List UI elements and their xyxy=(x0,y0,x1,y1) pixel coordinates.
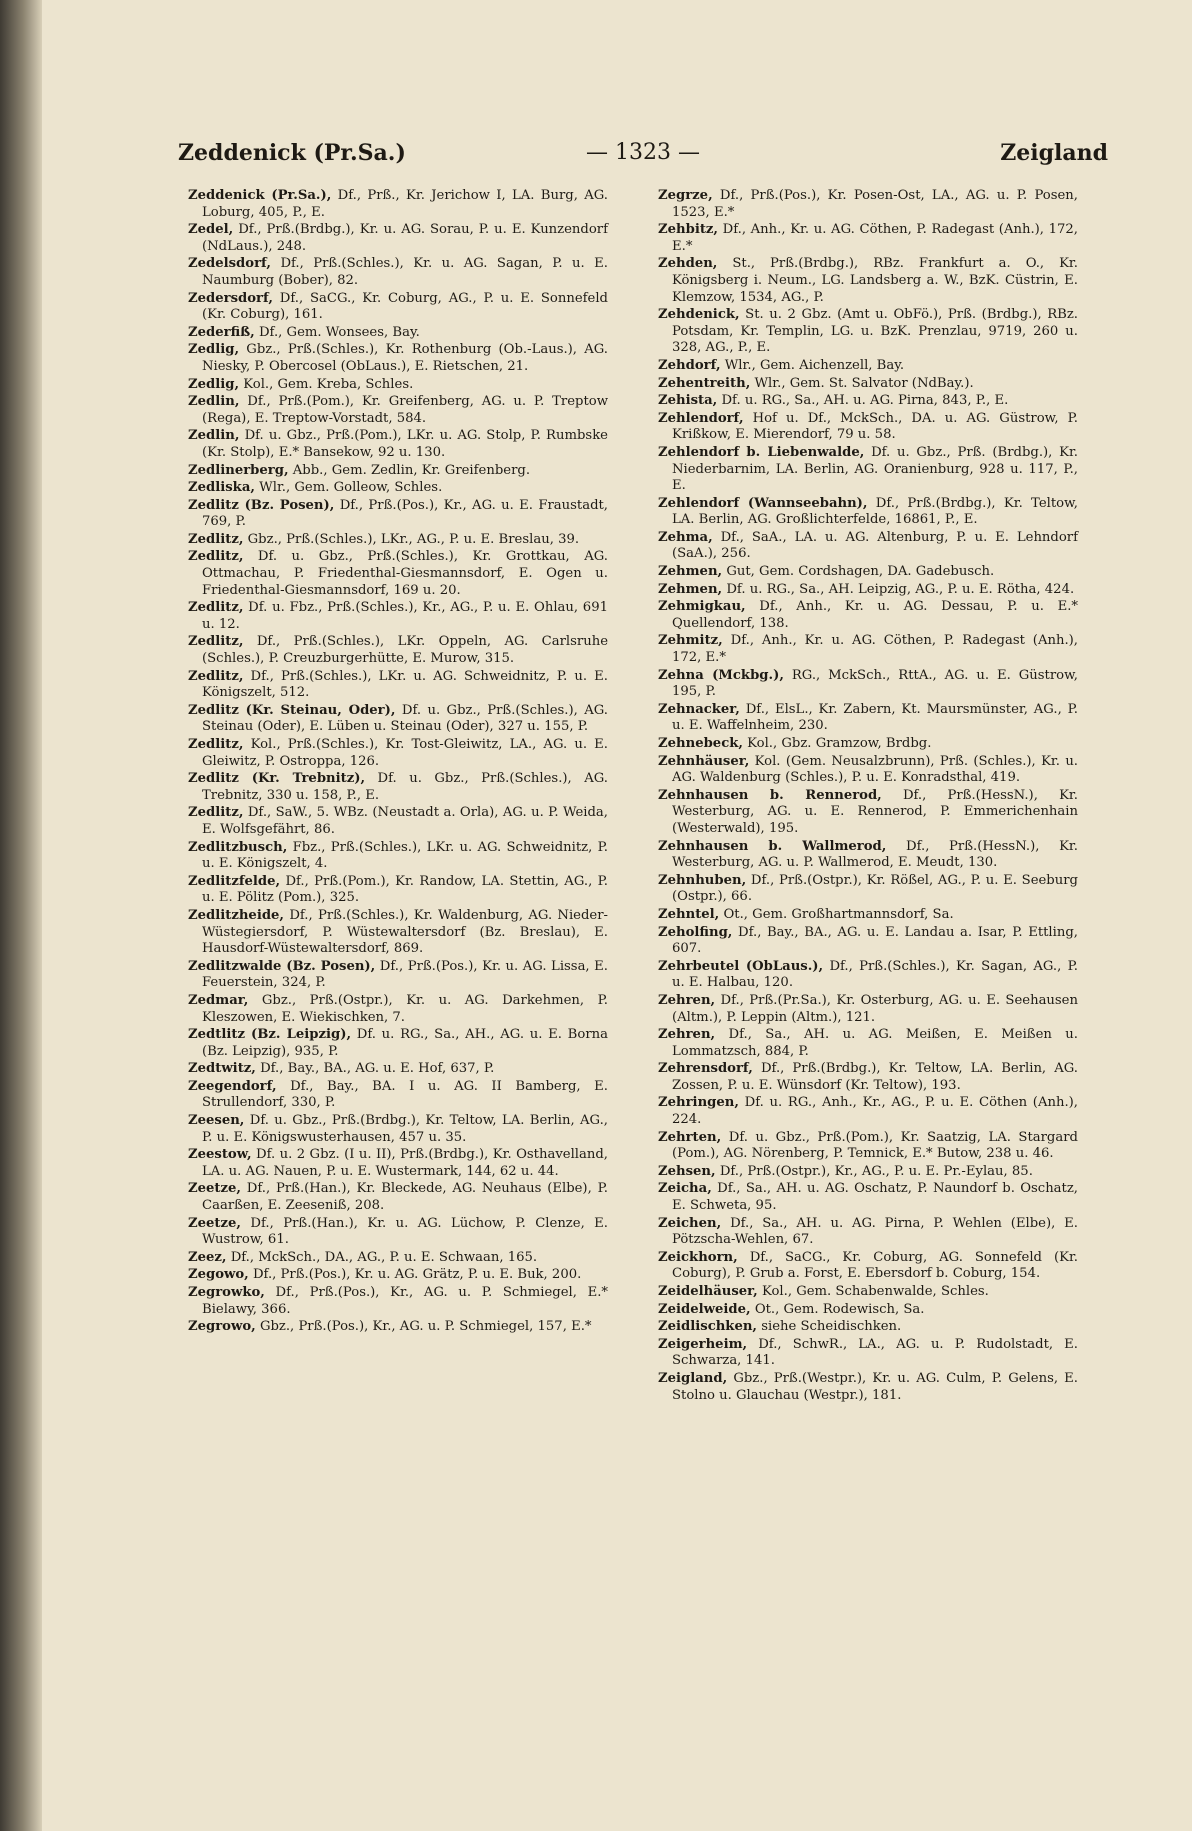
entry-details: Df., Sa., AH. u. AG. Pirna, P. Wehlen (Elbe), E. Pötzscha-Wehlen, 67. xyxy=(672,1215,1078,1248)
gazetteer-entry xyxy=(188,634,608,667)
entry-headword: Zehmen, xyxy=(658,564,723,580)
entry-details: Df. u. 2 Gbz. (I u. II), Prß.(Brdbg.), Kr. Osthavelland, LA. u. AG. Nauen, P. u. E. Wustermark, 144, 62 u. 44. xyxy=(202,1147,608,1179)
gazetteer-entry xyxy=(188,908,608,958)
gazetteer-entry xyxy=(188,874,608,907)
entry-details: Kol., Gem. Kreba, Schles. xyxy=(243,376,414,392)
gazetteer-entry xyxy=(658,702,1078,735)
entry-headword: Zeickhorn, xyxy=(658,1249,738,1265)
entry-details: Df., Prß.(Schles.), Kr. Waldenburg, AG. Nieder-Wüstegiersdorf, P. Wüstewaltersdorf (Bz. Breslau), E. Hausdorf-Wüstewaltersdorf, 869. xyxy=(202,907,608,957)
gazetteer-entry xyxy=(188,805,608,838)
gazetteer-entry xyxy=(188,840,608,873)
entry-headword: Zehsen, xyxy=(658,1163,716,1179)
entry-headword: Zederfiß, xyxy=(188,324,255,340)
entry-headword: Zehbitz, xyxy=(658,222,719,238)
gazetteer-entry xyxy=(658,496,1078,529)
entry-details: Df., Prß.(Schles.), LKr. u. AG. Schweidnitz, P. u. E. Königszelt, 512. xyxy=(202,668,608,701)
entry-headword: Zedlitzheide, xyxy=(188,907,285,923)
entry-details: Df. u. Gbz., Prß.(Pom.), Kr. Saatzig, LA. Stargard (Pom.), AG. Nörenberg, P. Temnick, E.* Butow, 238 u. 46. xyxy=(672,1129,1078,1162)
gazetteer-entry xyxy=(658,411,1078,444)
entry-details: Df., Prß.(HessN.), Kr. Westerburg, AG. u. P. Wallmerod, E. Meudt, 130. xyxy=(672,838,1078,871)
gazetteer-entry xyxy=(658,1164,1078,1181)
entry-headword: Zehmen, xyxy=(658,581,723,597)
gazetteer-entry xyxy=(188,342,608,375)
gazetteer-entry xyxy=(658,633,1078,666)
entry-headword: Zedlitz, xyxy=(188,549,244,565)
entry-details: Df., Prß.(Brdbg.), Kr. Teltow, LA. Berlin, AG. Großlichterfelde, 16861, P., E. xyxy=(672,495,1078,528)
entry-details: Hof u. Df., MckSch., DA. u. AG. Güstrow, P. Krißkow, E. Mierendorf, 79 u. 58. xyxy=(672,410,1078,443)
entry-headword: Zehntel, xyxy=(658,906,720,922)
gazetteer-entry xyxy=(658,222,1078,255)
entry-headword: Zeigerheim, xyxy=(658,1336,748,1352)
entry-details: St., Prß.(Brdbg.), RBz. Frankfurt a. O., Kr. Königsberg i. Neum., LG. Landsberg a. W., BzK. Cüstrin, E. Klemzow, 1534, AG., P. xyxy=(672,256,1078,305)
entry-details: Df., Prß.(Brdbg.), Kr. u. AG. Sorau, P. u. E. Kunzendorf (NdLaus.), 248. xyxy=(202,222,608,254)
entry-details: Gbz., Prß.(Pos.), Kr., AG. u. P. Schmiegel, 157, E.* xyxy=(259,1319,592,1335)
entry-headword: Zehlendorf b. Liebenwalde, xyxy=(658,444,865,460)
entry-headword: Zedlitzbusch, xyxy=(188,839,288,855)
entry-headword: Zedtwitz, xyxy=(188,1061,256,1077)
entry-details: Fbz., Prß.(Schles.), LKr. u. AG. Schweidnitz, P. u. E. Königszelt, 4. xyxy=(202,839,608,872)
entry-headword: Zedlitz, xyxy=(188,668,244,684)
entry-headword: Zeidelweide, xyxy=(658,1301,751,1317)
entry-details: Df., Prß.(Schles.), Kr. u. AG. Sagan, P. u. E. Naumburg (Bober), 82. xyxy=(202,256,608,288)
gazetteer-entry xyxy=(658,307,1078,357)
entry-details: Df., Prß.(Pos.), Kr., AG. u. P. Schmiegel, E.* Bielawy, 366. xyxy=(202,1285,608,1317)
gazetteer-entry xyxy=(658,1130,1078,1163)
gazetteer-entry xyxy=(658,358,1078,375)
entry-details: Df., ElsL., Kr. Zabern, Kt. Maursmünster, AG., P. u. E. Waffelnheim, 230. xyxy=(672,701,1078,734)
entry-details: siehe Scheidischken. xyxy=(761,1319,902,1335)
entry-details: Df., Prß.(Brdbg.), Kr. Teltow, LA. Berlin, AG. Zossen, P. u. E. Wünsdorf (Kr. Teltow), 193. xyxy=(672,1061,1078,1093)
entry-details: Df., Anh., Kr. u. AG. Cöthen, P. Radegast (Anh.), 172, E.* xyxy=(672,633,1078,666)
gazetteer-entry xyxy=(188,1285,608,1318)
gazetteer-entry xyxy=(188,1319,608,1336)
entry-headword: Zeegendorf, xyxy=(188,1078,277,1094)
entry-details: Kol. (Gem. Neusalzbrunn), Prß. (Schles.), Kr. u. AG. Waldenburg (Schles.), P. u. E. Konradsthal, 419. xyxy=(672,753,1078,786)
entry-headword: Zedlitz (Kr. Steinau, Oder), xyxy=(188,702,396,718)
entry-details: Df., Anh., Kr. u. AG. Cöthen, P. Radegast (Anh.), 172, E.* xyxy=(672,222,1078,254)
dictionary-page xyxy=(70,0,1180,1831)
gazetteer-entry xyxy=(658,1284,1078,1301)
entry-headword: Zehma, xyxy=(658,529,713,545)
entry-headword: Zeesen, xyxy=(188,1113,245,1129)
entry-headword: Zehrensdorf, xyxy=(658,1061,753,1077)
entry-headword: Zegrowo, xyxy=(188,1319,256,1335)
entry-details: Df., SchwR., LA., AG. u. P. Rudolstadt, E. Schwarza, 141. xyxy=(672,1336,1078,1369)
entry-details: Df. u. Gbz., Prß. (Brdbg.), Kr. Niederbarnim, LA. Berlin, AG. Oranienburg, 928 u. 117, P., E. xyxy=(672,444,1078,494)
gazetteer-entry xyxy=(658,907,1078,924)
entry-details: Df., Sa., AH. u. AG. Oschatz, P. Naundorf b. Oschatz, E. Schweta, 95. xyxy=(672,1181,1078,1214)
entry-details: Df., Prß.(Pr.Sa.), Kr. Osterburg, AG. u. E. Seehausen (Altm.), P. Leppin (Altm.), 121. xyxy=(672,992,1078,1025)
gazetteer-entry xyxy=(188,1061,608,1078)
entry-details: Df., Gem. Wonsees, Bay. xyxy=(258,324,420,340)
entry-headword: Zehnhäuser, xyxy=(658,753,750,769)
entry-headword: Zedersdorf, xyxy=(188,290,273,306)
entry-headword: Zehren, xyxy=(658,1027,716,1043)
gazetteer-entry xyxy=(658,1319,1078,1336)
gazetteer-entry xyxy=(188,291,608,324)
entry-headword: Zedlig, xyxy=(188,342,240,358)
gazetteer-entry xyxy=(188,498,608,531)
entry-headword: Zedlig, xyxy=(188,376,240,392)
gazetteer-entry xyxy=(658,564,1078,581)
gazetteer-entry xyxy=(658,256,1078,306)
entry-details: Df., Bay., BA., AG. u. E. Hof, 637, P. xyxy=(260,1061,495,1077)
gazetteer-entry xyxy=(188,377,608,394)
gazetteer-entry xyxy=(658,1181,1078,1214)
header-last-entry: Zeigland xyxy=(1000,140,1108,166)
entry-headword: Zehringen, xyxy=(658,1095,739,1111)
entry-headword: Zehnhuben, xyxy=(658,872,747,888)
entry-details: Df., Prß.(Pos.), Kr., AG. u. E. Fraustadt, 769, P. xyxy=(202,497,608,530)
gazetteer-entry xyxy=(188,256,608,289)
book-gutter xyxy=(0,0,42,1831)
gazetteer-entry xyxy=(658,582,1078,599)
entry-headword: Zedlin, xyxy=(188,428,240,444)
entry-headword: Zeetze, xyxy=(188,1215,241,1231)
entry-details: Gbz., Prß.(Schles.), LKr., AG., P. u. E. Breslau, 39. xyxy=(247,531,580,547)
entry-headword: Zehlendorf, xyxy=(658,410,744,426)
entry-headword: Zegowo, xyxy=(188,1267,249,1283)
gazetteer-entry xyxy=(188,188,608,221)
entry-details: Gut, Gem. Cordshagen, DA. Gadebusch. xyxy=(726,564,995,580)
entry-headword: Zehmigkau, xyxy=(658,599,746,615)
entry-details: Df. u. Gbz., Prß.(Pom.), LKr. u. AG. Stolp, P. Rumbske (Kr. Stolp), E.* Bansekow, 92 u. 130. xyxy=(202,428,608,460)
entry-headword: Zehentreith, xyxy=(658,375,751,391)
entry-headword: Zehmitz, xyxy=(658,633,723,649)
entry-headword: Zehlendorf (Wannseebahn), xyxy=(658,495,868,511)
gazetteer-entry xyxy=(188,1250,608,1267)
entry-headword: Zedlinerberg, xyxy=(188,462,289,478)
entry-details: Df. u. RG., Sa., AH., AG. u. E. Borna (Bz. Leipzig), 935, P. xyxy=(202,1027,608,1059)
entry-headword: Zedtlitz (Bz. Leipzig), xyxy=(188,1027,352,1043)
gazetteer-entry xyxy=(658,754,1078,787)
entry-headword: Zedlitzwalde (Bz. Posen), xyxy=(188,958,376,974)
gazetteer-entry xyxy=(658,376,1078,393)
entry-details: Df., SaA., LA. u. AG. Altenburg, P. u. E. Lehndorf (SaA.), 256. xyxy=(672,529,1078,562)
entry-details: Df., Sa., AH. u. AG. Meißen, E. Meißen u. Lommatzsch, 884, P. xyxy=(672,1027,1078,1059)
gazetteer-entry xyxy=(188,1113,608,1146)
entry-details: Df., SaW., 5. WBz. (Neustadt a. Orla), AG. u. P. Weida, E. Wolfsgefährt, 86. xyxy=(202,805,608,837)
entry-details: RG., MckSch., RttA., AG. u. E. Güstrow, 195, P. xyxy=(672,667,1078,700)
entry-headword: Zehrbeutel (ObLaus.), xyxy=(658,958,824,974)
entry-headword: Zeholfing, xyxy=(658,924,733,940)
entry-headword: Zehdorf, xyxy=(658,357,721,373)
entry-details: Df., Prß.(Schles.), LKr. Oppeln, AG. Carlsruhe (Schles.), P. Creuzburgerhütte, E. Murow, 315. xyxy=(202,634,608,667)
entry-headword: Zedlitz, xyxy=(188,531,244,547)
entry-details: Kol., Gem. Schabenwalde, Schles. xyxy=(761,1284,989,1299)
gazetteer-entry xyxy=(658,1250,1078,1283)
entry-headword: Zedliska, xyxy=(188,480,255,496)
entry-details: Df., Prß.(Han.), Kr. u. AG. Lüchow, P. Clenze, E. Wustrow, 61. xyxy=(202,1215,608,1248)
header-first-entry: Zeddenick (Pr.Sa.) xyxy=(178,140,406,166)
gazetteer-entry xyxy=(188,993,608,1026)
gazetteer-entry xyxy=(188,703,608,736)
entry-details: Wlr., Gem. Aichenzell, Bay. xyxy=(724,357,905,373)
gazetteer-entry xyxy=(658,1027,1078,1060)
gazetteer-entry xyxy=(658,530,1078,563)
gazetteer-entry xyxy=(188,325,608,342)
gazetteer-entry xyxy=(188,1079,608,1112)
gazetteer-entry xyxy=(188,1147,608,1180)
running-header xyxy=(178,140,1108,174)
entry-headword: Zedlitzfelde, xyxy=(188,873,281,889)
gazetteer-entry xyxy=(658,873,1078,906)
entry-headword: Zeidelhäuser, xyxy=(658,1284,758,1299)
gazetteer-entry xyxy=(658,1337,1078,1370)
entry-headword: Zedlin, xyxy=(188,394,240,410)
entry-headword: Zehden, xyxy=(658,256,718,272)
entry-details: Df., Prß.(Ostpr.), Kr., AG., P. u. E. Pr.-Eylau, 85. xyxy=(719,1163,1033,1179)
entry-headword: Zehrten, xyxy=(658,1129,722,1145)
entry-headword: Zehna (Mckbg.), xyxy=(658,667,784,683)
entry-details: Wlr., Gem. St. Salvator (NdBay.). xyxy=(754,375,974,391)
entry-headword: Zegrze, xyxy=(658,188,713,203)
entry-headword: Zeetze, xyxy=(188,1181,241,1197)
entry-headword: Zeicha, xyxy=(658,1181,712,1197)
entry-details: Df. u. RG., Sa., AH. u. AG. Pirna, 843, P., E. xyxy=(721,393,1009,409)
entry-details: Df. u. Gbz., Prß.(Schles.), AG. Trebnitz, 330 u. 158, P., E. xyxy=(202,771,608,803)
gazetteer-entry xyxy=(658,668,1078,701)
entry-details: St. u. 2 Gbz. (Amt u. ObFö.), Prß. (Brdbg.), RBz. Potsdam, Kr. Templin, LG. u. BzK. Prenzlau, 9719, 260 u. 328, AG., P., E. xyxy=(672,307,1078,356)
gazetteer-entry xyxy=(658,736,1078,753)
entry-headword: Zedel, xyxy=(188,222,234,238)
gazetteer-entry xyxy=(658,925,1078,958)
gazetteer-entry xyxy=(188,669,608,702)
gazetteer-entry xyxy=(188,1216,608,1249)
entry-details: Df., Anh., Kr. u. AG. Dessau, P. u. E.* Quellendorf, 138. xyxy=(672,599,1078,631)
entry-headword: Zehnebeck, xyxy=(658,736,743,751)
entry-details: Df. u. Gbz., Prß.(Schles.), AG. Steinau (Oder), E. Lüben u. Steinau (Oder), 327 u. 155, P. xyxy=(202,702,608,735)
entry-details: Df. u. Gbz., Prß.(Brdbg.), Kr. Teltow, LA. Berlin, AG., P. u. E. Königswusterhausen, 457 u. 35. xyxy=(202,1113,608,1145)
entry-headword: Zeddenick (Pr.Sa.), xyxy=(188,188,332,203)
entry-details: Df., Prß.(HessN.), Kr. Westerburg, AG. u. E. Rennerod, P. Emmerichenhain (Westerwald), 195. xyxy=(672,787,1078,836)
gazetteer-entry xyxy=(658,445,1078,495)
entry-headword: Zehnhausen b. Wallmerod, xyxy=(658,838,887,854)
entry-details: Ot., Gem. Rodewisch, Sa. xyxy=(754,1301,925,1317)
entry-headword: Zedmar, xyxy=(188,992,249,1008)
gazetteer-entry xyxy=(658,1095,1078,1128)
entry-details: Ot., Gem. Großhartmannsdorf, Sa. xyxy=(723,906,954,922)
entry-details: Df. u. RG., Sa., AH. Leipzig, AG., P. u. E. Rötha, 424. xyxy=(726,581,1075,597)
gazetteer-entry xyxy=(658,599,1078,632)
entry-headword: Zedlitz, xyxy=(188,805,244,821)
gazetteer-entry xyxy=(658,393,1078,410)
entry-details: Gbz., Prß.(Schles.), Kr. Rothenburg (Ob.-Laus.), AG. Niesky, P. Obercosel (ObLaus.), E. Rietschen, 21. xyxy=(202,342,608,374)
entry-details: Wlr., Gem. Golleow, Schles. xyxy=(259,480,443,496)
entry-headword: Zedlitz, xyxy=(188,634,244,650)
gazetteer-entry xyxy=(658,1061,1078,1094)
entry-headword: Zedelsdorf, xyxy=(188,256,272,272)
gazetteer-entry xyxy=(188,959,608,992)
entry-details: Df., Prß., Kr. Jerichow I, LA. Burg, AG. Loburg, 405, P., E. xyxy=(202,188,608,220)
entry-details: Df., Prß.(Pom.), Kr. Greifenberg, AG. u. P. Treptow (Rega), E. Treptow-Vorstadt, 584. xyxy=(202,394,608,426)
entry-details: Df., Prß.(Ostpr.), Kr. Rößel, AG., P. u. E. Seeburg (Ostpr.), 66. xyxy=(672,872,1078,905)
entry-details: Df., Bay., BA. I u. AG. II Bamberg, E. Strullendorf, 330, P. xyxy=(202,1078,608,1111)
gazetteer-entry xyxy=(658,1216,1078,1249)
gazetteer-entry xyxy=(658,788,1078,838)
gazetteer-entry xyxy=(188,463,608,480)
gazetteer-entry xyxy=(188,532,608,549)
entry-headword: Zedlitz (Bz. Posen), xyxy=(188,497,335,513)
gazetteer-entry xyxy=(188,428,608,461)
entry-headword: Zeigland, xyxy=(658,1370,728,1386)
gazetteer-entry xyxy=(658,1371,1078,1404)
gazetteer-entry xyxy=(658,993,1078,1026)
entry-headword: Zehista, xyxy=(658,393,718,409)
entry-headword: Zehdenick, xyxy=(658,307,740,323)
entry-details: Gbz., Prß.(Westpr.), Kr. u. AG. Culm, P. Gelens, E. Stolno u. Glauchau (Westpr.), 181. xyxy=(672,1370,1078,1403)
entry-details: Kol., Prß.(Schles.), Kr. Tost-Gleiwitz, LA., AG. u. E. Gleiwitz, P. Ostroppa, 126. xyxy=(202,737,608,769)
entry-details: Kol., Gbz. Gramzow, Brdbg. xyxy=(747,736,932,751)
gazetteer-entry xyxy=(188,222,608,255)
gazetteer-entry xyxy=(658,188,1078,221)
gazetteer-entry xyxy=(188,600,608,633)
entry-details: Gbz., Prß.(Ostpr.), Kr. u. AG. Darkehmen, P. Kleszowen, E. Wiekischken, 7. xyxy=(202,992,608,1025)
entry-headword: Zeez, xyxy=(188,1249,227,1265)
gazetteer-entry xyxy=(188,737,608,770)
entry-details: Df., Prß.(Pos.), Kr. Posen-Ost, LA., AG. u. P. Posen, 1523, E.* xyxy=(672,188,1078,220)
page-number: — 1323 — xyxy=(586,140,700,165)
entry-details: Df., SaCG., Kr. Coburg, AG., P. u. E. Sonnefeld (Kr. Coburg), 161. xyxy=(202,290,608,323)
entry-headword: Zeichen, xyxy=(658,1215,722,1231)
entry-headword: Zehren, xyxy=(658,992,716,1008)
entry-headword: Zedlitz, xyxy=(188,600,244,616)
entry-details: Df., SaCG., Kr. Coburg, AG. Sonnefeld (Kr. Coburg), P. Grub a. Forst, E. Ebersdorf b. Coburg, 154. xyxy=(672,1249,1078,1282)
entry-details: Df. u. RG., Anh., Kr., AG., P. u. E. Cöthen (Anh.), 224. xyxy=(672,1095,1078,1128)
entry-headword: Zeidlischken, xyxy=(658,1319,758,1335)
entry-headword: Zedlitz (Kr. Trebnitz), xyxy=(188,771,366,787)
gazetteer-entry xyxy=(188,771,608,804)
entry-details: Df., Prß.(Han.), Kr. Bleckede, AG. Neuhaus (Elbe), P. Caarßen, E. Zeeseniß, 208. xyxy=(202,1181,608,1214)
gazetteer-entry xyxy=(658,839,1078,872)
entry-details: Df. u. Fbz., Prß.(Schles.), Kr., AG., P. u. E. Ohlau, 691 u. 12. xyxy=(202,600,608,632)
entry-details: Df., Prß.(Schles.), Kr. Sagan, AG., P. u. E. Halbau, 120. xyxy=(672,958,1078,991)
entry-headword: Zegrowko, xyxy=(188,1285,265,1300)
gazetteer-entry xyxy=(188,394,608,427)
gazetteer-entry xyxy=(188,1181,608,1214)
entry-headword: Zeestow, xyxy=(188,1147,252,1163)
entry-headword: Zedlitz, xyxy=(188,737,244,752)
entry-details: Df., Prß.(Pos.), Kr. u. AG. Grätz, P. u. E. Buk, 200. xyxy=(252,1267,582,1283)
entry-details: Df., Prß.(Pom.), Kr. Randow, LA. Stettin, AG., P. u. E. Pölitz (Pom.), 325. xyxy=(202,873,608,906)
left-column xyxy=(188,188,608,1337)
entry-details: Abb., Gem. Zedlin, Kr. Greifenberg. xyxy=(292,462,531,478)
entry-details: Df. u. Gbz., Prß.(Schles.), Kr. Grottkau, AG. Ottmachau, P. Friedenthal-Giesmannsdorf, E. Ogen u. Friedenthal-Giesmannsdorf, 169 u. 20. xyxy=(202,549,608,598)
gazetteer-entry xyxy=(188,480,608,497)
gazetteer-entry xyxy=(658,959,1078,992)
entry-headword: Zehnhausen b. Rennerod, xyxy=(658,787,882,803)
entry-headword: Zehnacker, xyxy=(658,701,740,717)
gazetteer-entry xyxy=(188,1027,608,1060)
gazetteer-entry xyxy=(188,549,608,599)
entry-details: Df., Prß.(Pos.), Kr. u. AG. Lissa, E. Feuerstein, 324, P. xyxy=(202,958,608,991)
right-column xyxy=(658,188,1078,1405)
entry-details: Df., MckSch., DA., AG., P. u. E. Schwaan, 165. xyxy=(230,1249,538,1265)
gazetteer-entry xyxy=(658,1302,1078,1319)
gazetteer-entry xyxy=(188,1267,608,1284)
entry-details: Df., Bay., BA., AG. u. E. Landau a. Isar, P. Ettling, 607. xyxy=(672,924,1078,957)
